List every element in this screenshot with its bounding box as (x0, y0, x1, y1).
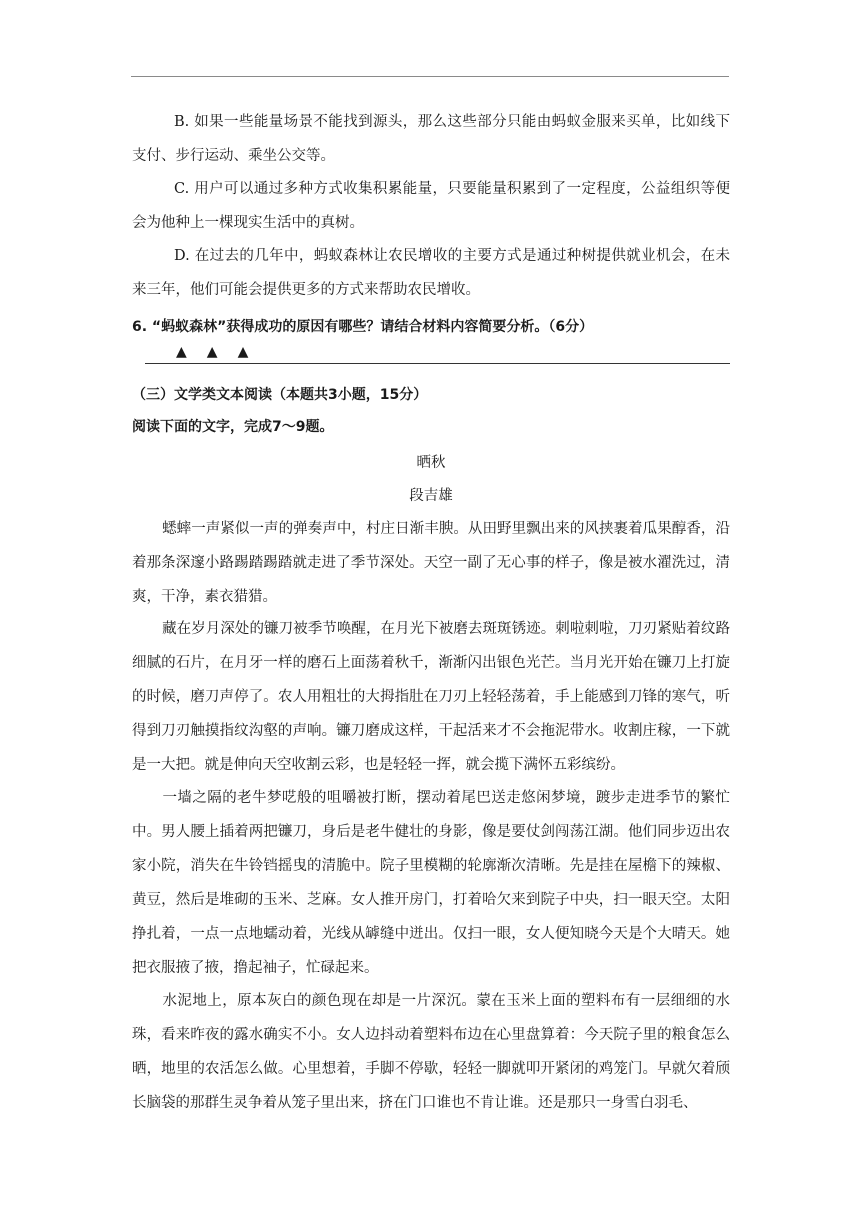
paragraph-text: 一墙之隔的老牛梦呓般的咀嚼被打断，摆动着尾巴送走悠闲梦境，踱步走进季节的繁忙中。男人腰上插着两把镰刀，身后是老牛健壮的身影，像是要仗剑闯荡江湖。他们同步迈出农家小院，消失在牛铃铛摇曳的清脆中。院子里模糊的轮廓渐次清晰。先是挂在屋檐下的辣椒、黄豆，然后是堆砌的玉米、芝麻。女人推开房门，打着哈欠来到院子中央，扫一眼天空。太阳挣扎着，一点一点地蠕动着，光线从罅缝中迸出。仅扫一眼，女人便知晓今天是个大晴天。她把衣服掖了掖，撸起袖子，忙碌起来。 (132, 790, 730, 976)
answer-marks (176, 344, 268, 360)
option-d-text: D. 在过去的几年中，蚂蚁森林让农民增收的主要方式是通过种树提供就业机会，在未来三年，他们可能会提供更多的方式来帮助农民增收。 (132, 248, 730, 298)
option-c (132, 172, 730, 240)
question-6: 6. “蚂蚁森林”获得成功的原因有哪些？请结合材料内容简要分析。（6分） (132, 319, 594, 335)
option-b-text: B. 如果一些能量场景不能找到源头，那么这些部分只能由蚂蚁金服来买单，比如线下支付、步行运动、乘坐公交等。 (132, 114, 730, 164)
article-paragraph (132, 612, 730, 782)
triangle-icon: ▲ (237, 344, 251, 360)
option-d (132, 239, 730, 307)
answer-line (145, 363, 730, 364)
article-paragraph (132, 781, 730, 985)
paragraph-text: 藏在岁月深处的镰刀被季节唤醒，在月光下被磨去斑斑锈迹。刺啦刺啦，刀刃紧贴着纹路细腻的石片，在月牙一样的磨石上面荡着秋千，渐渐闪出银色光芒。当月光开始在镰刀上打旋的时候，磨刀声停了。农人用粗壮的大拇指肚在刀刃上轻轻荡着，手上能感到刀锋的寒气，听得到刀刃触摸指纹沟壑的声响。镰刀磨成这样，干起活来才不会拖泥带水。收割庄稼，一下就是一大把。就是伸向天空收割云彩，也是轻轻一挥，就会揽下满怀五彩缤纷。 (132, 621, 730, 773)
section-heading: （三）文学类文本阅读（本题共3小题，15分） (132, 387, 428, 403)
triangle-icon: ▲ (206, 344, 220, 360)
article-author: 段吉雄 (409, 488, 453, 504)
paragraph-text: 水泥地上，原本灰白的颜色现在却是一片深沉。蒙在玉米上面的塑料布有一层细细的水珠，看来昨夜的露水确实不小。女人边抖动着塑料布边在心里盘算着：今天院子里的粮食怎么晒，地里的农活怎么做。心里想着，手脚不停歇，轻轻一脚就叩开紧闭的鸡笼门。早就欠着颀长脑袋的那群生灵争着从笼子里出来，挤在门口谁也不肯让谁。还是那只一身雪白羽毛、 (132, 993, 730, 1111)
section-instruction: 阅读下面的文字，完成7～9题。 (132, 419, 334, 435)
triangle-icon: ▲ (176, 344, 189, 360)
paragraph-text: 蟋蟀一声紧似一声的弹奏声中，村庄日渐丰腴。从田野里飘出来的风挟裹着瓜果醇香，沿着那条深邃小路踢踏踢踏就走进了季节深处。天空一副了无心事的样子，像是被水濯洗过，清爽，干净，素衣猎猎。 (132, 521, 730, 605)
option-c-text: C. 用户可以通过多种方式收集积累能量，只要能量积累到了一定程度，公益组织等便会为他种上一棵现实生活中的真树。 (132, 181, 730, 231)
article-paragraph (132, 512, 730, 614)
header-rule (131, 76, 729, 77)
article-title: 晒秋 (416, 455, 446, 471)
option-b (132, 105, 730, 173)
article-paragraph (132, 984, 730, 1120)
